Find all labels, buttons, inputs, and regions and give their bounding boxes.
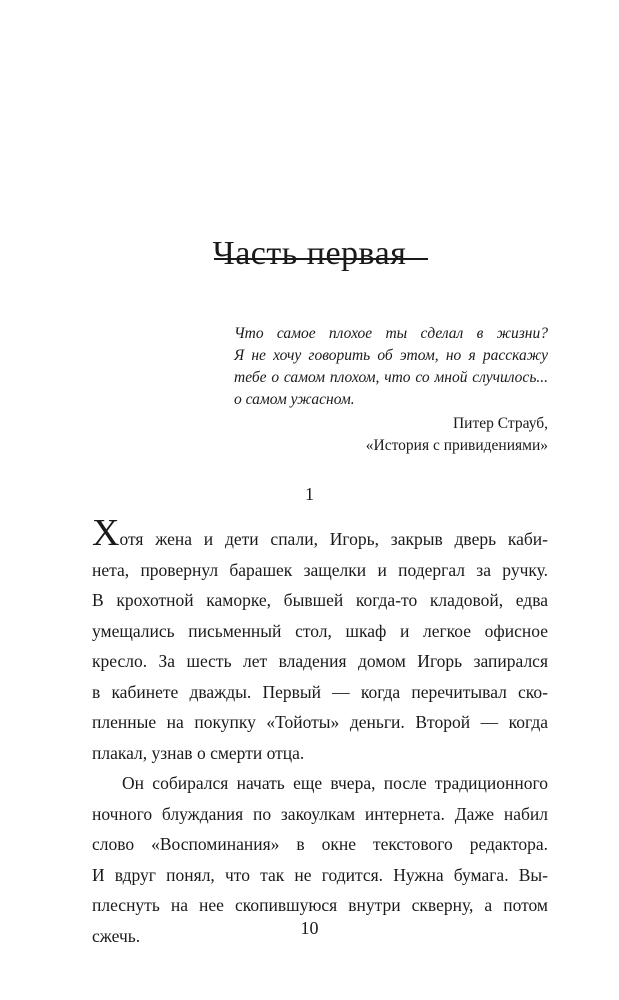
text-line-content: отя жена и дети спали, Игорь, закрыв дверь каби-: [119, 529, 548, 549]
text-line: умещались письменный стол, шкаф и легкое офисное: [92, 620, 548, 641]
paragraph-1: [92, 512, 548, 768]
text-line: И вдруг понял, что так не годится. Нужна бумага. Вы-: [92, 864, 548, 885]
text-line: В крохотной каморке, бывшей когда-то кладовой, едва: [92, 590, 548, 610]
epigraph-author: Питер Страуб,: [452, 415, 548, 432]
epigraph-line: Я не хочу говорить об этом, но я расскажу: [234, 347, 548, 364]
page-number: 10: [300, 918, 319, 938]
text-line: плакал, узнав о смерти отца.: [92, 742, 305, 763]
epigraph: [234, 323, 548, 457]
epigraph-line: Что самое плохое ты сделал в жизни?: [234, 325, 548, 342]
text-line: ночного блуждания по закоулкам интернета. Даже набил: [92, 803, 548, 824]
part-title: Часть первая: [212, 234, 407, 272]
epigraph-source: «История с привидениями»: [365, 437, 548, 454]
text-line: сжечь.: [92, 925, 141, 946]
title-underline: [214, 258, 428, 260]
text-line: слово «Воспоминания» в окне текстового редактора.: [92, 834, 548, 854]
chapter-number: 1: [305, 484, 314, 504]
text-line: плеснуть на нее скопившуюся внутри скверну, а потом: [92, 895, 548, 915]
text-line: нета, провернул барашек защелки и подергал за ручку.: [92, 559, 548, 580]
epigraph-line: тебе о самом плохом, что со мной случилось...: [234, 369, 548, 386]
text-line: кресло. За шесть лет владения домом Игорь запирался: [92, 651, 548, 671]
text-line: в кабинете дважды. Первый — когда перечитывал ско-: [92, 681, 548, 702]
text-line: Он собирался начать еще вчера, после традиционного: [122, 773, 548, 793]
text-line: пленные на покупку «Тойоты» деньги. Второй — когда: [92, 712, 548, 732]
epigraph-line: о самом ужасном.: [234, 391, 355, 408]
text-line: [92, 512, 548, 555]
chapter-text: [92, 512, 548, 951]
drop-cap: Х: [92, 512, 120, 554]
